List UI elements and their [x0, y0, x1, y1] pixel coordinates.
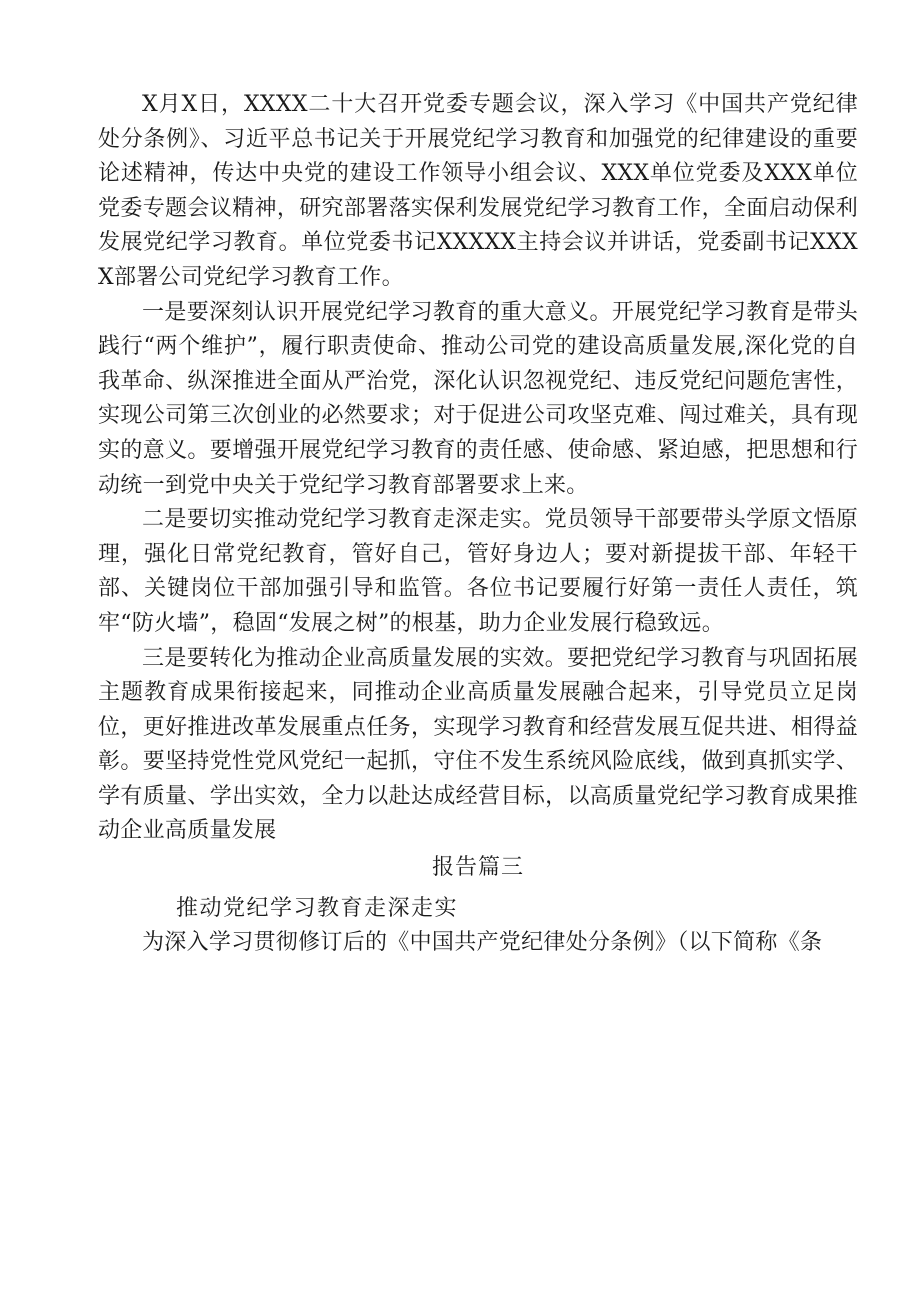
paragraph-intro-partial: 为深入学习贯彻修订后的《中国共产党纪律处分条例》（以下简称《条 [142, 930, 823, 956]
section-title: 报告篇三 [431, 855, 524, 881]
paragraph-point-two: 二是要切实推动党纪学习教育走深走实。党员领导干部要带头学原文悟原理，强化日常党纪教育，管好自己，管好身边人；要对新提拔干部、年轻干部、关键岗位干部加强引导和监管。各位书记要履行好第一责任人责任，筑牢“防火墙”，稳固“发展之树”的根基，助力企业发展行稳致远。 [98, 507, 858, 636]
paragraph-point-one: 一是要深刻认识开展党纪学习教育的重大意义。开展党纪学习教育是带头践行“两个维护”，履行职责使命、推动公司党的建设高质量发展,深化党的自我革命、纵深推进全面从严治党，深化认识忽视党纪、违反党纪问题危害性，实现公司第三次创业的必然要求；对于促进公司攻坚克难、闯过难关，具有现实的意义。要增强开展党纪学习教育的责任感、使命感、紧迫感，把思想和行动统一到党中央关于党纪学习教育部署要求上来。 [98, 299, 858, 498]
sub-title: 推动党纪学习教育走深走实 [176, 895, 459, 921]
document-page [98, 88, 858, 961]
paragraph-meeting-summary: X月X日，XXXX二十大召开党委专题会议，深入学习《中国共产党纪律处分条例》、习近平总书记关于开展党纪学习教育和加强党的纪律建设的重要论述精神，传达中央党的建设工作领导小组会议、XXX单位党委及XXX单位党委专题会议精神，研究部署落实保利发展党纪学习教育工作，全面启动保利发展党纪学习教育。单位党委书记XXXXX主持会议并讲话，党委副书记XXXX部署公司党纪学习教育工作。 [98, 92, 858, 290]
paragraph-point-three: 三是要转化为推动企业高质量发展的实效。要把党纪学习教育与巩固拓展主题教育成果衔接起来，同推动企业高质量发展融合起来，引导党员立足岗位，更好推进改革发展重点任务，实现学习教育和经营发展互促共进、相得益彰。要坚持党性党风党纪一起抓，守住不发生系统风险底线，做到真抓实学、学有质量、学出实效，全力以赴达成经营目标，以高质量党纪学习教育成果推动企业高质量发展 [98, 645, 858, 844]
